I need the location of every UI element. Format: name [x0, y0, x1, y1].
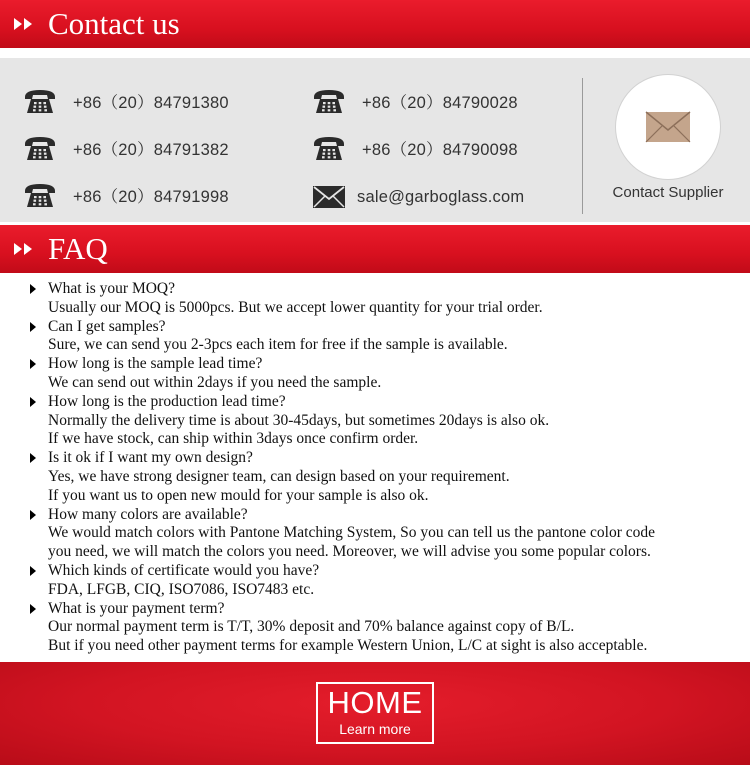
triangle-bullet-icon: [30, 604, 36, 614]
faq-answer: you need, we will match the colors you need. Moreover, we will advise you some popular colors.: [48, 543, 651, 561]
home-label: HOME: [327, 685, 423, 720]
faq-item: [28, 562, 738, 600]
phone-row: [22, 131, 229, 165]
faq-answer: If you want us to open new mould for your sample is also ok.: [48, 486, 429, 504]
email-row[interactable]: [311, 180, 524, 214]
faq-answer: But if you need other payment terms for example Western Union, L/C at sight is also acceptable.: [48, 637, 648, 655]
phone-row: [22, 178, 229, 212]
faq-item: [28, 355, 738, 393]
telephone-icon: [311, 133, 347, 163]
faq-item: [28, 393, 738, 449]
faq-question: Which kinds of certificate would you have?: [48, 561, 320, 579]
double-arrow-icon: [14, 225, 32, 273]
faq-question: How many colors are available?: [48, 505, 248, 523]
phone-row: [22, 84, 229, 118]
phone-number: +86（20）84790028: [362, 94, 518, 112]
faq-answer: We can send out within 2days if you need the sample.: [48, 373, 382, 391]
faq-question: How long is the production lead time?: [48, 392, 286, 410]
triangle-bullet-icon: [30, 397, 36, 407]
faq-item: [28, 280, 738, 318]
contact-us-banner: [0, 0, 750, 48]
telephone-icon: [311, 86, 347, 116]
contact-us-title: Contact us: [48, 6, 180, 41]
phone-number: +86（20）84791380: [73, 94, 229, 112]
phone-row: [311, 84, 518, 118]
faq-item: [28, 318, 738, 356]
faq-answer: FDA, LFGB, CIQ, ISO7086, ISO7483 etc.: [48, 580, 315, 598]
learn-more-label: Learn more: [339, 721, 411, 737]
faq-title: FAQ: [48, 231, 108, 266]
phone-row: [311, 131, 518, 165]
double-arrow-icon: [14, 0, 32, 48]
triangle-bullet-icon: [30, 566, 36, 576]
faq-answer: Sure, we can send you 2-3pcs each item for free if the sample is available.: [48, 336, 508, 354]
vertical-divider: [582, 78, 583, 214]
faq-answer: Usually our MOQ is 5000pcs. But we accept lower quantity for your trial order.: [48, 298, 543, 316]
phone-number: +86（20）84790098: [362, 141, 518, 159]
triangle-bullet-icon: [30, 453, 36, 463]
phone-number: +86（20）84791382: [73, 141, 229, 159]
footer-banner: [0, 662, 750, 765]
contact-supplier-label[interactable]: Contact Supplier: [612, 184, 724, 201]
faq-answer: We would match colors with Pantone Matching System, So you can tell us the pantone color code: [48, 524, 656, 542]
faq-question: Can I get samples?: [48, 317, 166, 335]
faq-question: What is your MOQ?: [48, 280, 175, 297]
faq-answer: Our normal payment term is T/T, 30% deposit and 70% balance against copy of B/L.: [48, 618, 575, 636]
faq-answer: Yes, we have strong designer team, can design based on your requirement.: [48, 467, 510, 485]
faq-item: [28, 449, 738, 505]
faq-list: [28, 280, 738, 656]
triangle-bullet-icon: [30, 284, 36, 294]
faq-question: What is your payment term?: [48, 599, 225, 617]
email-link[interactable]: sale@garboglass.com: [357, 187, 525, 206]
telephone-icon: [22, 86, 58, 116]
contact-supplier-button[interactable]: [616, 75, 720, 179]
triangle-bullet-icon: [30, 510, 36, 520]
home-learn-more-button[interactable]: [316, 682, 434, 744]
faq-question: How long is the sample lead time?: [48, 355, 263, 373]
telephone-icon: [22, 133, 58, 163]
faq-item: [28, 506, 738, 562]
faq-banner: [0, 225, 750, 273]
triangle-bullet-icon: [30, 322, 36, 332]
phone-number: +86（20）84791998: [73, 188, 229, 206]
faq-answer: Normally the delivery time is about 30-45days, but sometimes 20days is also ok.: [48, 411, 550, 429]
triangle-bullet-icon: [30, 359, 36, 369]
envelope-icon: [311, 182, 347, 212]
faq-question: Is it ok if I want my own design?: [48, 449, 253, 467]
envelope-icon: [645, 111, 691, 143]
faq-answer: If we have stock, can ship within 3days once confirm order.: [48, 430, 419, 448]
faq-item: [28, 600, 738, 656]
telephone-icon: [22, 180, 58, 210]
